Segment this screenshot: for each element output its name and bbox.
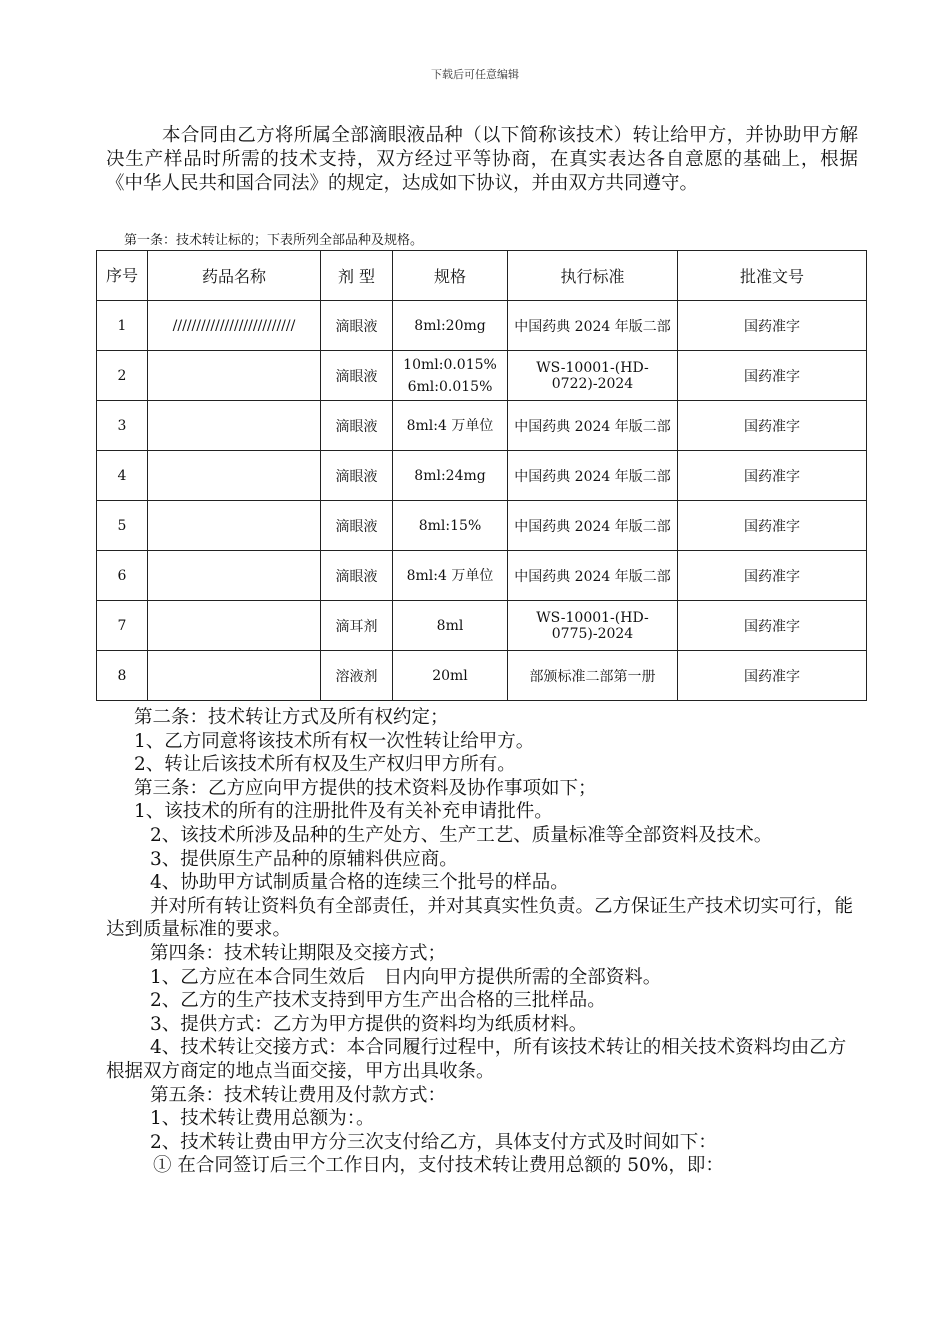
- cell-form: 滴眼液: [321, 501, 393, 551]
- cell-spec: [393, 451, 508, 501]
- header-name: 药品名称: [148, 251, 321, 301]
- table-row: [97, 451, 867, 501]
- cell-form: 滴耳剂: [321, 601, 393, 651]
- cell-standard: 部颁标准二部第一册: [508, 651, 678, 701]
- cell-no: 8: [97, 651, 148, 701]
- spec-line: 8ml:4 万单位: [406, 417, 494, 434]
- clause-1-title: 第一条：技术转让标的；下表所列全部品种及规格。: [124, 233, 424, 248]
- cell-name: [148, 351, 321, 401]
- cell-name: [148, 501, 321, 551]
- clause-4-item-2: 2、乙方的生产技术支持到甲方生产出合格的三批样品。: [150, 990, 606, 1012]
- cell-spec: [393, 501, 508, 551]
- product-table: [96, 250, 867, 701]
- clause-4-item-1: 1、乙方应在本合同生效后 日内向甲方提供所需的全部资料。: [150, 966, 662, 988]
- cell-name: //////////////////////////: [148, 301, 321, 351]
- cell-form: 滴眼液: [321, 401, 393, 451]
- clause-3-item-2: 2、该技术所涉及品种的生产处方、生产工艺、质量标准等全部资料及技术。: [150, 824, 773, 846]
- cell-name: [148, 451, 321, 501]
- clause-4-title: 第四条：技术转让期限及交接方式；: [150, 942, 447, 964]
- header-form: 剂 型: [321, 251, 393, 301]
- cell-form: 滴眼液: [321, 451, 393, 501]
- header-spec: 规格: [393, 251, 508, 301]
- cell-standard: 中国药典 2024 年版二部: [508, 551, 678, 601]
- table-row: [97, 551, 867, 601]
- header-standard: 执行标准: [508, 251, 678, 301]
- cell-no: 7: [97, 601, 148, 651]
- table-header-row: [97, 251, 867, 301]
- clause-3-item-4: 4、协助甲方试制质量合格的连续三个批号的样品。: [150, 872, 569, 894]
- clause-3-title: 第三条：乙方应向甲方提供的技术资料及协作事项如下；: [134, 777, 597, 799]
- cell-spec: [393, 351, 508, 401]
- cell-name: [148, 401, 321, 451]
- cell-no: 6: [97, 551, 148, 601]
- cell-standard: WS-10001-(HD-0722)-2024: [508, 351, 678, 401]
- contract-body: [106, 706, 858, 1178]
- table-row: [97, 401, 867, 451]
- spec-line: 8ml:20mg: [414, 317, 486, 334]
- intro-paragraph: 本合同由乙方将所属全部滴眼液品种（以下简称该技术）转让给甲方，并协助甲方解决生产样品时所需的技术支持，双方经过平等协商，在真实表达各自意愿的基础上，根据《中华人民共和国合同法》的规定，达成如下协议，并由双方共同遵守。: [106, 125, 858, 194]
- cell-no: 5: [97, 501, 148, 551]
- cell-no: 3: [97, 401, 148, 451]
- header-approval: 批准文号: [678, 251, 867, 301]
- cell-no: 2: [97, 351, 148, 401]
- header-note: 下载后可任意编辑: [431, 68, 519, 81]
- cell-no: 4: [97, 451, 148, 501]
- spec-line: 10ml:0.015%: [403, 356, 497, 373]
- cell-approval: 国药准字: [678, 601, 867, 651]
- cell-spec: [393, 401, 508, 451]
- cell-approval: 国药准字: [678, 451, 867, 501]
- cell-spec: [393, 601, 508, 651]
- clause-5-title: 第五条：技术转让费用及付款方式：: [150, 1084, 447, 1106]
- cell-standard: 中国药典 2024 年版二部: [508, 401, 678, 451]
- header-no: 序号: [97, 251, 148, 301]
- table-row: [97, 301, 867, 351]
- cell-standard: WS-10001-(HD-0775)-2024: [508, 601, 678, 651]
- cell-name: [148, 651, 321, 701]
- clause-2-title: 第二条：技术转让方式及所有权约定；: [134, 707, 449, 728]
- table-row: [97, 651, 867, 701]
- cell-approval: 国药准字: [678, 401, 867, 451]
- cell-form: 滴眼液: [321, 351, 393, 401]
- spec-line: 20ml: [432, 667, 468, 684]
- cell-approval: 国药准字: [678, 651, 867, 701]
- spec-line: 8ml:4 万单位: [406, 567, 494, 584]
- cell-form: 滴眼液: [321, 551, 393, 601]
- cell-standard: 中国药典 2024 年版二部: [508, 451, 678, 501]
- cell-name: [148, 551, 321, 601]
- cell-spec: [393, 551, 508, 601]
- clause-4-item-3: 3、提供方式：乙方为甲方提供的资料均为纸质材料。: [150, 1013, 588, 1035]
- cell-spec: [393, 651, 508, 701]
- clause-3-item-3: 3、提供原生产品种的原辅料供应商。: [150, 848, 458, 870]
- spec-line: 8ml:24mg: [414, 467, 486, 484]
- cell-form: 溶液剂: [321, 651, 393, 701]
- clause-4-item-4: 4、技术转让交接方式：本合同履行过程中，所有该技术转让的相关技术资料均由乙方根据双方商定的地点当面交接，甲方出具收条。: [106, 1037, 847, 1082]
- table-row: [97, 501, 867, 551]
- cell-spec: [393, 301, 508, 351]
- spec-line: 8ml: [436, 617, 464, 634]
- cell-form: 滴眼液: [321, 301, 393, 351]
- clause-5-payment-1: ① 在合同签订后三个工作日内，支付技术转让费用总额的 50%，即：: [153, 1155, 724, 1177]
- cell-standard: 中国药典 2024 年版二部: [508, 301, 678, 351]
- clause-3-item-1: 1、该技术的所有的注册批件及有关补充申请批件。: [134, 801, 553, 823]
- cell-approval: 国药准字: [678, 551, 867, 601]
- clause-2-item-2: 2、转让后该技术所有权及生产权归甲方所有。: [134, 754, 516, 776]
- cell-standard: 中国药典 2024 年版二部: [508, 501, 678, 551]
- table-row: [97, 601, 867, 651]
- cell-approval: 国药准字: [678, 301, 867, 351]
- cell-name: [148, 601, 321, 651]
- cell-approval: 国药准字: [678, 501, 867, 551]
- clause-5-item-1: 1、技术转让费用总额为：。: [150, 1108, 375, 1130]
- cell-approval: 国药准字: [678, 351, 867, 401]
- clause-3-responsibility: 并对所有转让资料负有全部责任，并对其真实性负责。乙方保证生产技术切实可行，能达到质量标准的要求。: [106, 895, 854, 941]
- clause-5-item-2: 2、技术转让费由甲方分三次支付给乙方，具体支付方式及时间如下：: [150, 1131, 717, 1153]
- clause-2-item-1: 1、乙方同意将该技术所有权一次性转让给甲方。: [134, 730, 535, 752]
- spec-line: 8ml:15%: [418, 517, 482, 534]
- cell-no: 1: [97, 301, 148, 351]
- table-row: [97, 351, 867, 401]
- spec-line: 6ml:0.015%: [407, 378, 493, 395]
